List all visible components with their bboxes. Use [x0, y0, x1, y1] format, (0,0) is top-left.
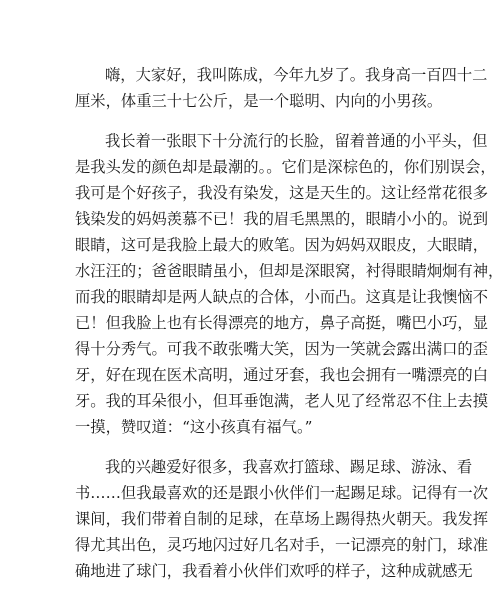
text-line: 一摸，赞叹道：“这小孩真有福气。”: [75, 418, 313, 436]
text-line: 已！但我脸上也有长得漂亮的地方，鼻子高挺，嘴巴小巧，显: [75, 314, 489, 332]
text-line: 水汪汪的；爸爸眼睛虽小，但却是深眼窝，衬得眼睛炯炯有神，: [75, 262, 503, 280]
text-line: 牙。我的耳朵很小，但耳垂饱满，老人见了经常忍不住上去摸: [75, 392, 489, 410]
text-line: 得尤其出色，灵巧地闪过好几名对手，一记漂亮的射门，球准: [75, 536, 489, 554]
text-line: 我的兴趣爱好很多，我喜欢打篮球、踢足球、游泳、看: [105, 458, 473, 476]
text-line: 眼睛，这可是我脸上最大的败笔。因为妈妈双眼皮，大眼睛，: [75, 236, 489, 254]
paragraph-appearance: [75, 128, 503, 440]
text-line: 书……但我最喜欢的还是跟小伙伴们一起踢足球。记得有一次: [75, 484, 489, 502]
text-line: 牙，好在现在医术高明，通过牙套，我也会拥有一嘴漂亮的白: [75, 366, 489, 384]
text-line: 我长着一张眼下十分流行的长脸，留着普通的小平头，但: [105, 132, 488, 150]
text-line: 而我的眼睛却是两人缺点的合体，小而凸。这真是让我懊恼不: [75, 288, 489, 306]
text-line: 是我头发的颜色却是最潮的。。它们是深棕色的，你们别误会，: [75, 158, 496, 176]
text-line: 我可是个好孩子，我没有染发，这是天生的。这让经常花很多: [75, 184, 489, 202]
paragraph-intro: [75, 62, 488, 114]
essay-body: [75, 62, 503, 598]
text-line: 厘米，体重三十七公斤，是一个聪明、内向的小男孩。: [75, 92, 443, 110]
text-line: 课间，我们带着自制的足球，在草场上踢得热火朝天。我发挥: [75, 510, 489, 528]
text-line: 确地进了球门，我看着小伙伴们欢呼的样子，这种成就感无: [75, 562, 473, 580]
text-line: 得十分秀气。可我不敢张嘴大笑，因为一笑就会露出满口的歪: [75, 340, 489, 358]
paragraph-hobbies: [75, 454, 489, 584]
text-line: 嗨，大家好，我叫陈成，今年九岁了。我身高一百四十二: [105, 66, 488, 84]
text-line: 钱染发的妈妈羡慕不已！我的眉毛黑黑的，眼睛小小的。说到: [75, 210, 489, 228]
